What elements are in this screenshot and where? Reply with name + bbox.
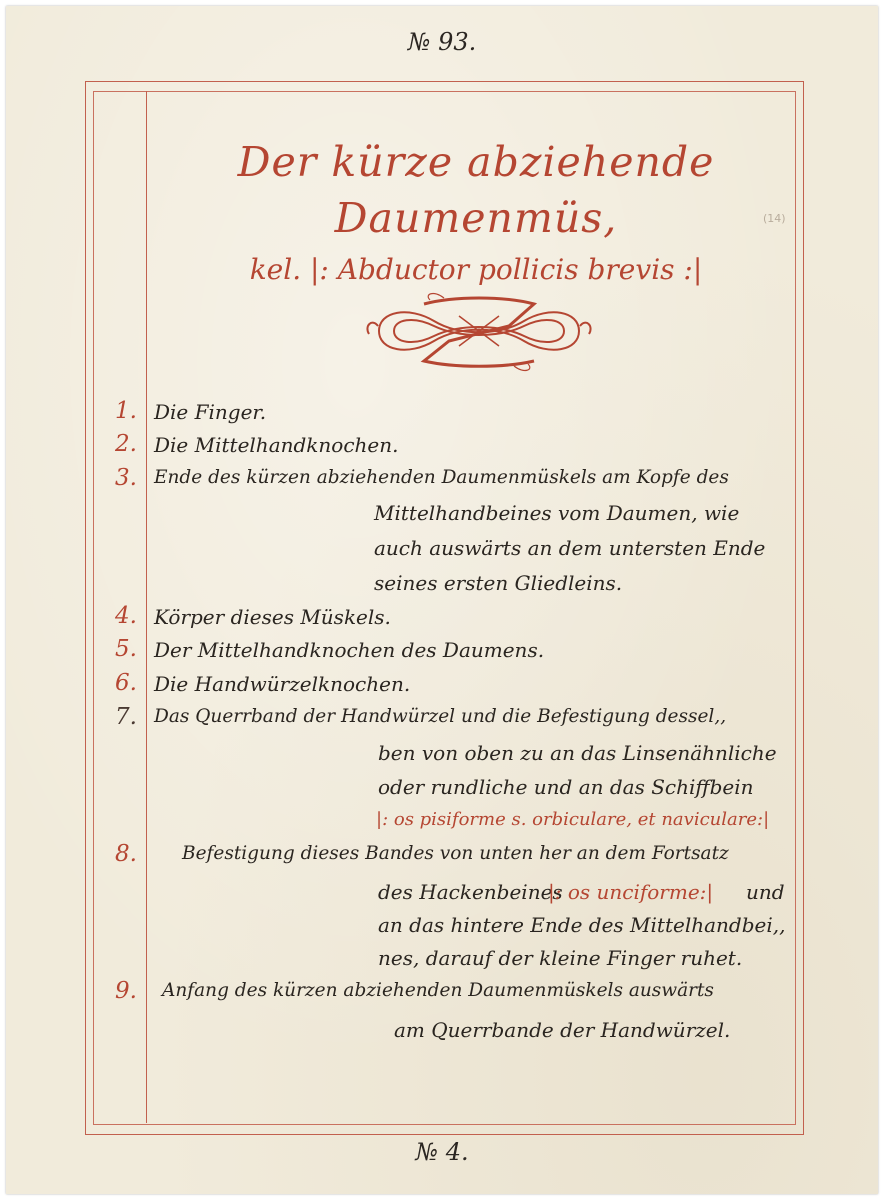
manuscript-page: [6, 6, 878, 1194]
entry-line: Mittelhandbeines vom Daumen, wie: [374, 501, 740, 525]
entry-line: Die Mittelhandknochen.: [154, 433, 399, 457]
entry-line: und: [746, 880, 785, 904]
entry-number: 3.: [115, 465, 137, 491]
entry-number: 9.: [115, 978, 137, 1004]
entry-number: 5.: [115, 636, 137, 662]
entry-line: nes, darauf der kleine Finger ruhet.: [378, 946, 743, 970]
entry-number: 8.: [115, 841, 137, 867]
entry-line: seines ersten Gliedleins.: [374, 571, 623, 595]
entry-number: 2.: [115, 431, 137, 457]
entry-line: Anfang des kürzen abziehenden Daumenmüskels auswärts: [162, 980, 714, 1001]
entry-line: Befestigung dieses Bandes von unten her an dem Fortsatz: [182, 843, 729, 864]
entry-line: oder rundliche und an das Schiffbein: [378, 775, 754, 799]
entry-number: 7.: [115, 704, 137, 730]
entry-line: ben von oben zu an das Linsenähnliche: [378, 741, 777, 765]
footer-mark: № 4.: [415, 1138, 469, 1166]
entry-line: Körper dieses Müskels.: [154, 605, 391, 629]
latin-term: |: os pisiforme s. orbiculare, et naviculare:|: [376, 809, 770, 830]
entry-line: an das hintere Ende des Mittelhandbei,,: [378, 913, 786, 937]
entry-line: Die Handwürzelknochen.: [154, 672, 411, 696]
entry-number: 4.: [115, 603, 137, 629]
title-line-2: kel. |: Abductor pollicis brevis :|: [249, 253, 703, 286]
pencil-note: (14): [763, 212, 786, 225]
page-title: [156, 134, 796, 292]
entry-line: des Hackenbeines: [378, 880, 563, 904]
entry-line: Ende des kürzen abziehenden Daumenmüskels am Kopfe des: [154, 467, 729, 488]
ornament-flourish-icon: [364, 286, 594, 381]
entry-line: auch auswärts an dem untersten Ende: [374, 536, 766, 560]
entry-line: Das Querrband der Handwürzel und die Befestigung dessel,,: [154, 706, 727, 727]
latin-term: |: os unciforme:|: [548, 880, 714, 904]
entry-line: am Querrbande der Handwürzel.: [394, 1018, 731, 1042]
entry-number: 6.: [115, 670, 137, 696]
entry-number: 1.: [115, 398, 137, 424]
entry-line: Der Mittelhandknochen des Daumens.: [154, 638, 545, 662]
page-number: № 93.: [407, 28, 477, 56]
entry-line: Die Finger.: [154, 400, 267, 424]
title-line-1: Der kürze abziehende Daumenmüs,: [237, 138, 715, 242]
margin-rule: [146, 91, 147, 1123]
